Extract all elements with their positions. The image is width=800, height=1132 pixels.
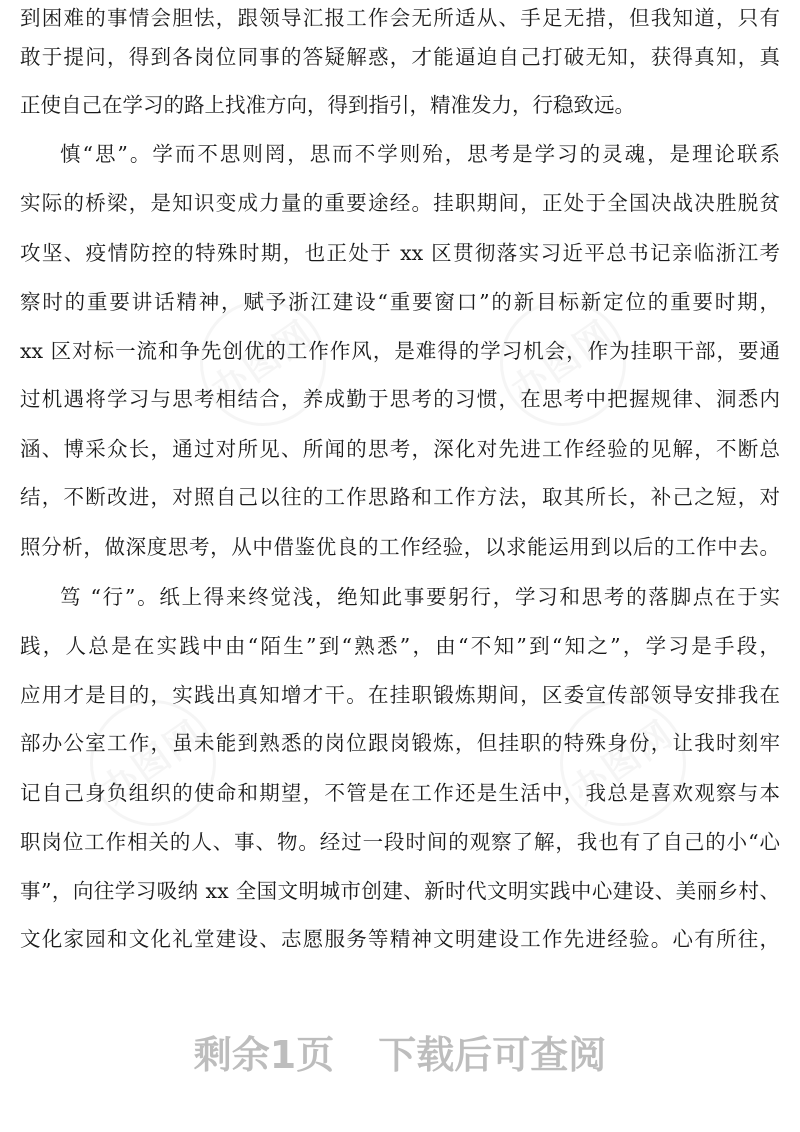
paragraph-line: 职岗位工作相关的人、事、物。经过一段时间的观察了解，我也有了自己的小“心: [20, 830, 780, 854]
paragraph-line: 应用才是目的，实践出真知增才干。在挂职锻炼期间，区委宣传部领导安排我在: [20, 683, 780, 707]
paragraph-line: 事”，向往学习吸纳 xx 全国文明城市创建、新时代文明实践中心建设、美丽乡村、: [20, 879, 780, 903]
paragraph-line: 结，不断改进，对照自己以往的工作思路和工作方法，取其所长，补己之短，对: [20, 485, 780, 509]
paragraph-line: 到困难的事情会胆怯，跟领导汇报工作会无所适从、手足无措，但我知道，只有: [20, 6, 780, 30]
paragraph-line: 照分析，做深度思考，从中借鉴优良的工作经验，以求能运用到以后的工作中去。: [20, 535, 780, 559]
paragraph-line: 实际的桥梁，是知识变成力量的重要途经。挂职期间，正处于全国决战决胜脱贫: [20, 191, 780, 215]
paragraph-line: 过机遇将学习与思考相结合，养成勤于思考的习惯，在思考中把握规律、洞悉内: [20, 387, 780, 411]
paragraph-line: 攻坚、疫情防控的特殊时期，也正处于 xx 区贯彻落实习近平总书记亲临浙江考: [20, 241, 780, 265]
remaining-pages-banner[interactable]: [0, 1030, 800, 1080]
watermark-logo: 办图网: [65, 675, 240, 850]
watermark-logo: 办图网: [475, 275, 650, 450]
paragraph-line: 部办公室工作，虽未能到熟悉的岗位跟岗锻炼，但挂职的特殊身份，让我时刻牢: [20, 731, 780, 755]
paragraph-line: 察时的重要讲话精神，赋予浙江建设“重要窗口”的新目标新定位的重要时期，: [20, 290, 780, 314]
paragraph-line: 记自己身负组织的使命和期望，不管是在工作还是生活中，我总是喜欢观察与本: [20, 781, 780, 805]
paragraph-line: 正使自己在学习的路上找准方向，得到指引，精准发力，行稳致远。: [20, 93, 635, 117]
remaining-pages-label: 剩余1页: [193, 1033, 335, 1077]
paragraph-line: 慎“思”。学而不思则罔，思而不学则殆，思考是学习的灵魂，是理论联系: [60, 142, 780, 166]
watermark-logo: 办图网: [175, 275, 350, 450]
paragraph-line: 文化家园和文化礼堂建设、志愿服务等精神文明建设工作先进经验。心有所往，: [20, 927, 780, 951]
paragraph-line: 践，人总是在实践中由“陌生”到“熟悉”，由“不知”到“知之”，学习是手段，: [20, 634, 780, 658]
paragraph-line: 涵、博采众长，通过对所见、所闻的思考，深化对先进工作经验的见解，不断总: [20, 437, 780, 461]
paragraph-line: 敢于提问，得到各岗位同事的答疑解惑，才能逼迫自己打破无知，获得真知，真: [20, 45, 780, 69]
paragraph-line: 笃 “行”。纸上得来终觉浅，绝知此事要躬行，学习和思考的落脚点在于实: [60, 585, 780, 609]
watermark-logo: 办图网: [535, 675, 710, 850]
download-to-read-label: 下载后可查阅: [378, 1033, 607, 1077]
paragraph-line: xx 区对标一流和争先创优的工作作风，是难得的学习机会，作为挂职干部，要通: [20, 339, 780, 363]
